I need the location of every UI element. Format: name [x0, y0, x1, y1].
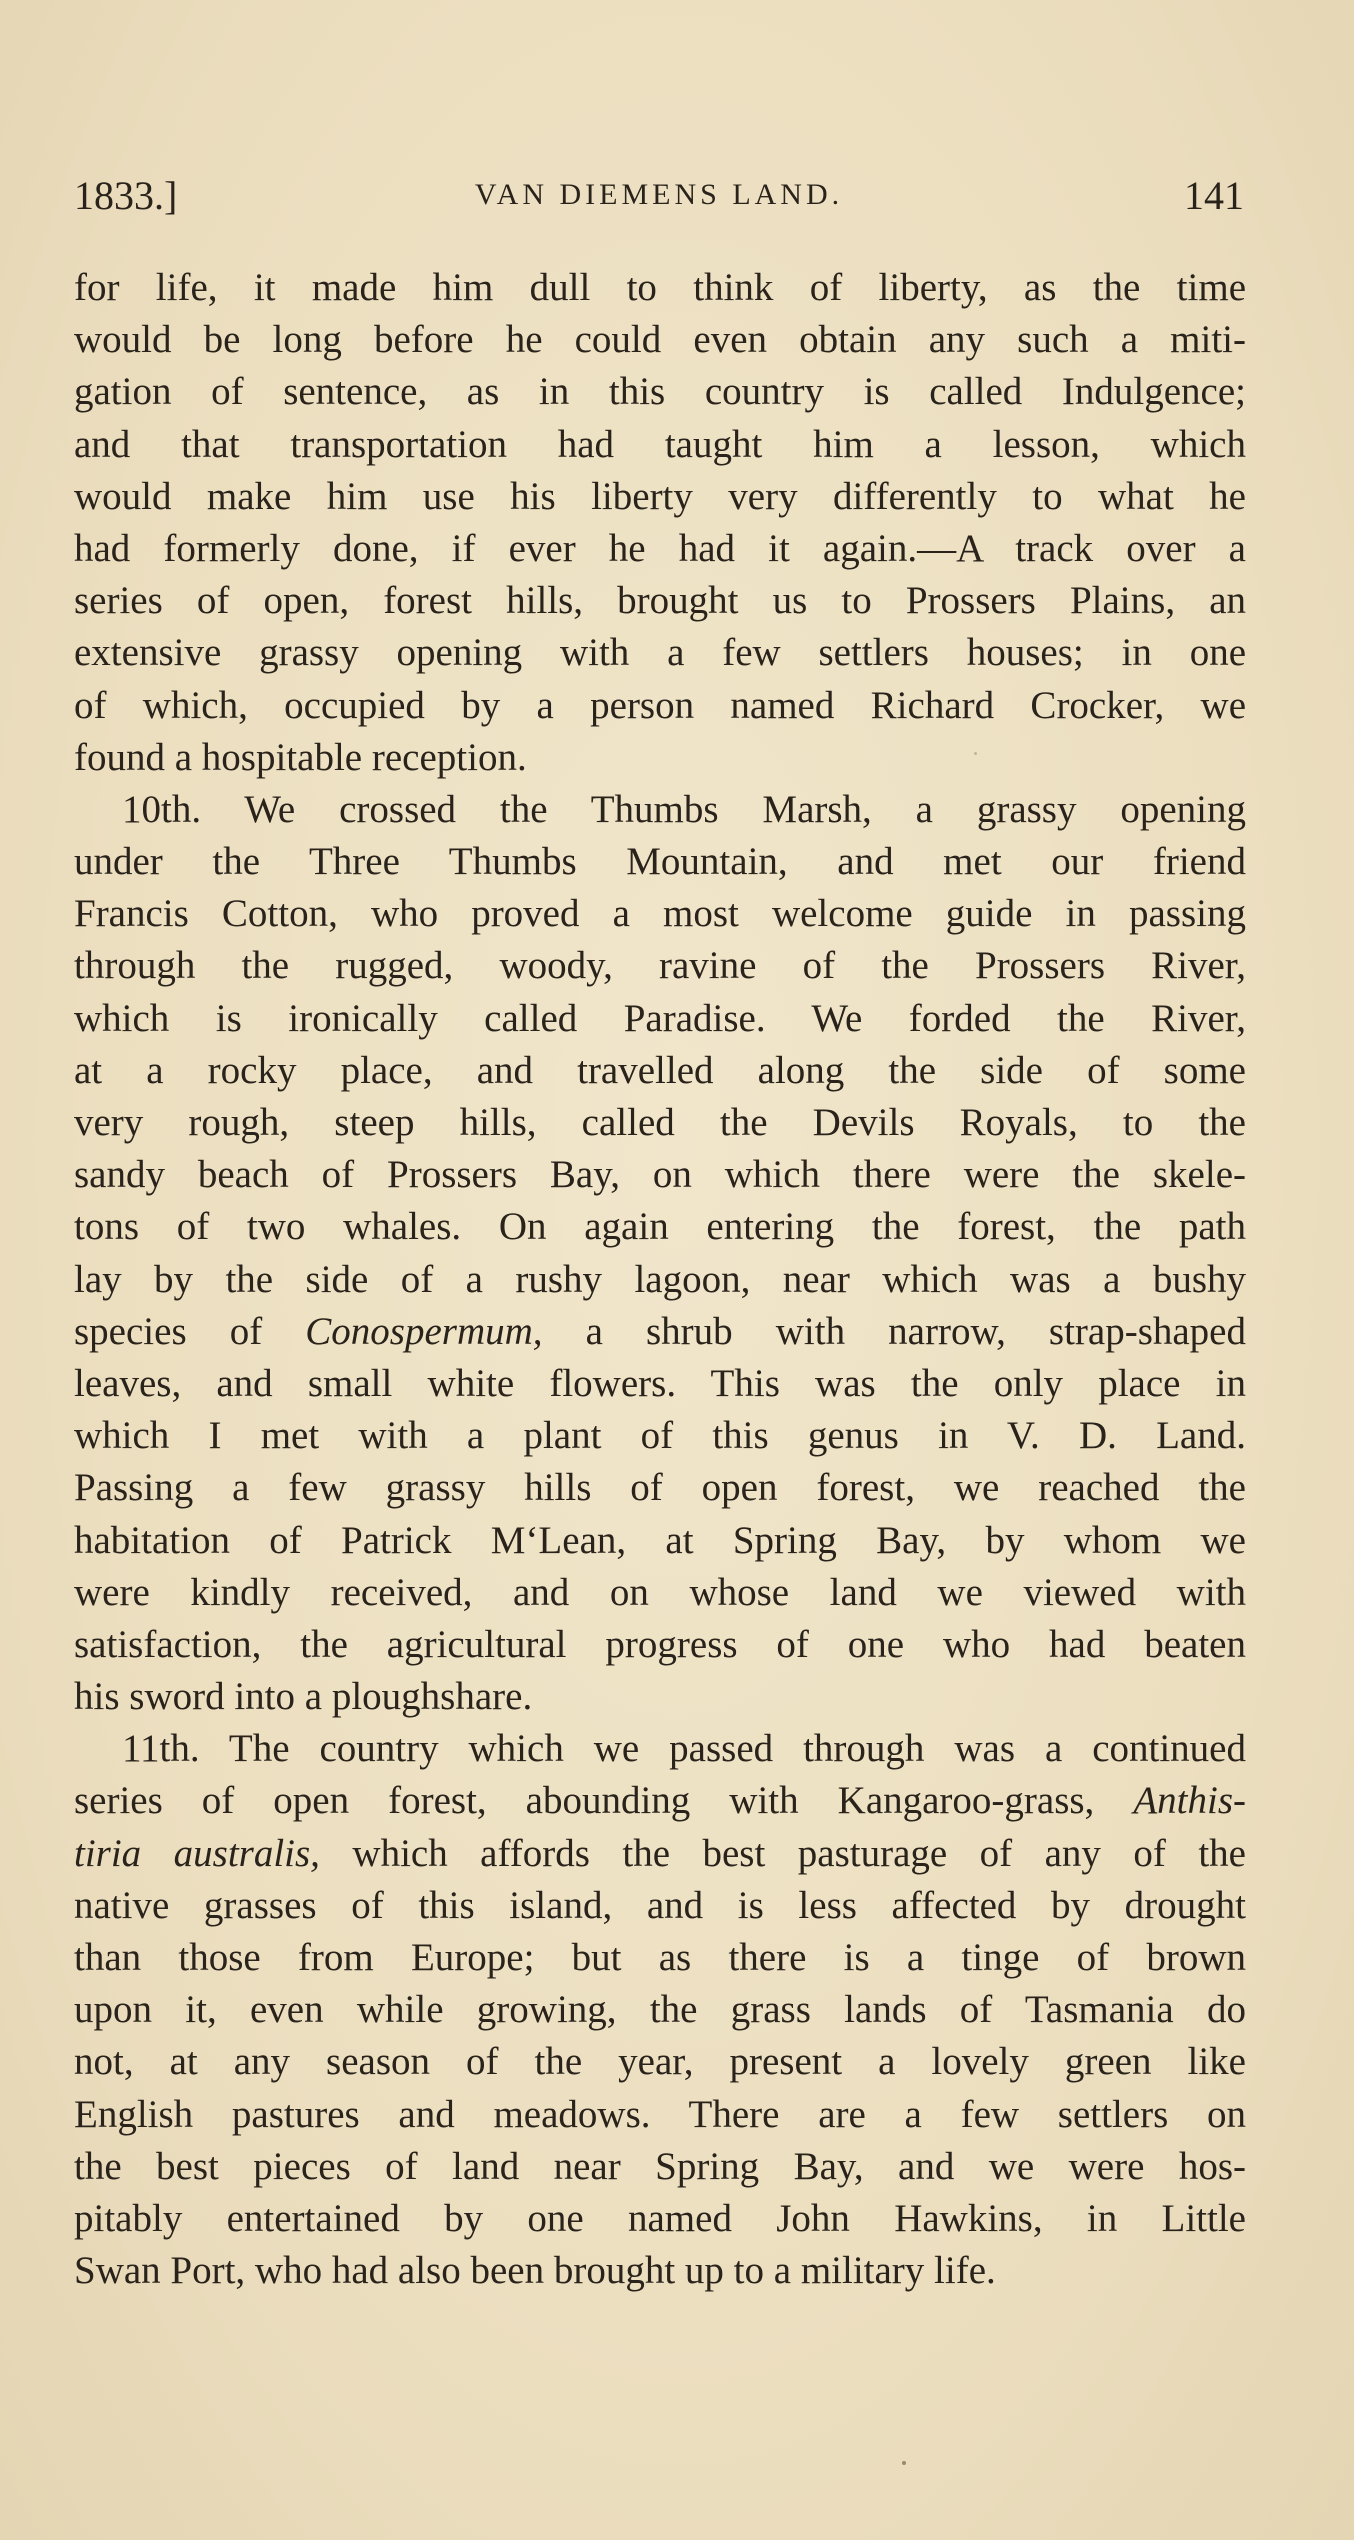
text-line: [74, 1723, 1246, 1775]
text-line-content: English pastures and meadows. There are a few settlers on: [74, 2092, 1246, 2136]
text-segment: a shrub with narrow, strap-shaped: [542, 1309, 1246, 1353]
running-head: [74, 172, 1244, 222]
text-line: [74, 2141, 1246, 2193]
italic-term: Conospermum,: [305, 1309, 543, 1353]
italic-term: tiria australis,: [74, 1831, 320, 1875]
text-line: [74, 523, 1246, 575]
text-line-content: the best pieces of land near Spring Bay, and we were hos-: [74, 2144, 1246, 2188]
text-line-content: upon it, even while growing, the grass lands of Tasmania do: [74, 1988, 1246, 2032]
text-line: [74, 314, 1246, 366]
text-line: [74, 1515, 1246, 1567]
text-line: [74, 419, 1246, 471]
text-line-content: habitation of Patrick M‘Lean, at Spring Bay, by whom we: [74, 1518, 1246, 1562]
text-line: [74, 1619, 1246, 1671]
text-segment: series of open forest, abounding with Kangaroo-grass,: [74, 1779, 1134, 1823]
text-line: [74, 1880, 1246, 1932]
text-line-content: which I met with a plant of this genus in V. D. Land.: [74, 1414, 1246, 1458]
text-line-content: very rough, steep hills, called the Devils Royals, to the: [74, 1101, 1246, 1144]
text-line-content: [74, 1775, 1246, 1827]
text-line: [74, 732, 1246, 784]
text-line: [74, 627, 1246, 679]
text-line: [74, 993, 1246, 1045]
text-line-content: lay by the side of a rushy lagoon, near which was a bushy: [74, 1257, 1246, 1301]
text-line-content: [74, 1828, 1246, 1880]
text-line-content: which is ironically called Paradise. We forded the River,: [74, 996, 1246, 1040]
text-line: [74, 1045, 1246, 1097]
text-line: [74, 471, 1246, 523]
text-line: [74, 784, 1246, 836]
text-line-content: native grasses of this island, and is less affected by drought: [74, 1883, 1246, 1927]
text-line: [74, 1410, 1246, 1462]
text-line-content: [74, 1306, 1246, 1358]
text-line: [74, 1306, 1246, 1358]
text-line-content: through the rugged, woody, ravine of the Prossers River,: [74, 944, 1246, 988]
text-line: [74, 2245, 1246, 2297]
text-line-content: sandy beach of Prossers Bay, on which there were the skele-: [74, 1153, 1246, 1197]
body-text: [74, 262, 1246, 2297]
paper-speck: [902, 2461, 906, 2465]
text-line-content: gation of sentence, as in this country is called Indulgence;: [74, 370, 1246, 414]
running-head-year: 1833.]: [74, 173, 178, 218]
text-line: [74, 888, 1246, 940]
text-line-content: Swan Port, who had also been brought up to a military life.: [74, 2249, 996, 2293]
running-head-title: VAN DIEMENS LAND.: [474, 178, 844, 211]
text-line-content: had formerly done, if ever he had it again.—A track over a: [74, 526, 1246, 570]
text-line: [74, 2036, 1246, 2088]
text-line: [74, 1254, 1246, 1306]
text-line-content: were kindly received, and on whose land we viewed with: [74, 1570, 1246, 1614]
text-line: [74, 2089, 1246, 2141]
text-line: [74, 1149, 1246, 1201]
text-line-content: of which, occupied by a person named Richard Crocker, we: [74, 683, 1246, 727]
text-line: [74, 1984, 1246, 2036]
text-line-content: series of open, forest hills, brought us to Prossers Plains, an: [74, 579, 1246, 623]
text-line-content: and that transportation had taught him a lesson, which: [74, 422, 1246, 466]
text-line-content: not, at any season of the year, present a lovely green like: [74, 2040, 1246, 2084]
text-line: [74, 1828, 1246, 1880]
text-line-content: than those from Europe; but as there is a tinge of brown: [74, 1936, 1246, 1979]
text-line: [74, 1567, 1246, 1619]
text-line-content: found a hospitable reception.: [74, 735, 527, 779]
text-line: [74, 1775, 1246, 1827]
text-line-content: would make him use his liberty very differently to what he: [74, 474, 1246, 518]
text-line: [74, 680, 1246, 732]
text-line: [74, 575, 1246, 627]
text-line: [74, 1097, 1246, 1149]
text-line: [74, 1201, 1246, 1253]
text-line-content: extensive grassy opening with a few settlers houses; in one: [74, 631, 1246, 675]
text-line-content: Francis Cotton, who proved a most welcome guide in passing: [74, 892, 1246, 936]
text-line-content: satisfaction, the agricultural progress of one who had beaten: [74, 1622, 1246, 1666]
text-line: [74, 1462, 1246, 1514]
text-line-content: 10th. We crossed the Thumbs Marsh, a grassy opening: [122, 787, 1246, 831]
page-number: 141: [1184, 173, 1244, 218]
italic-term: Anthis-: [1133, 1779, 1246, 1823]
text-line: [74, 1358, 1246, 1410]
text-line: [74, 1671, 1246, 1723]
text-line: [74, 1932, 1246, 1984]
text-line: [74, 940, 1246, 992]
text-line: [74, 2193, 1246, 2245]
text-line: [74, 836, 1246, 888]
text-line-content: leaves, and small white flowers. This was the only place in: [74, 1361, 1246, 1405]
text-line-content: under the Three Thumbs Mountain, and met our friend: [74, 840, 1246, 884]
text-line-content: 11th. The country which we passed through was a continued: [122, 1727, 1246, 1771]
text-line-content: would be long before he could even obtain any such a miti-: [74, 318, 1246, 362]
text-line-content: his sword into a ploughshare.: [74, 1675, 533, 1719]
text-line-content: at a rocky place, and travelled along the side of some: [74, 1048, 1246, 1092]
text-line: [74, 262, 1246, 314]
text-line-content: tons of two whales. On again entering the forest, the path: [74, 1205, 1246, 1249]
paper-speck: [974, 752, 977, 755]
text-line-content: pitably entertained by one named John Hawkins, in Little: [74, 2196, 1246, 2240]
text-line: [74, 366, 1246, 418]
text-segment: which affords the best pasturage of any of the: [319, 1831, 1246, 1875]
text-line-content: for life, it made him dull to think of liberty, as the time: [74, 266, 1246, 309]
text-segment: species of: [74, 1309, 306, 1353]
text-line-content: Passing a few grassy hills of open forest, we reached the: [74, 1466, 1246, 1510]
